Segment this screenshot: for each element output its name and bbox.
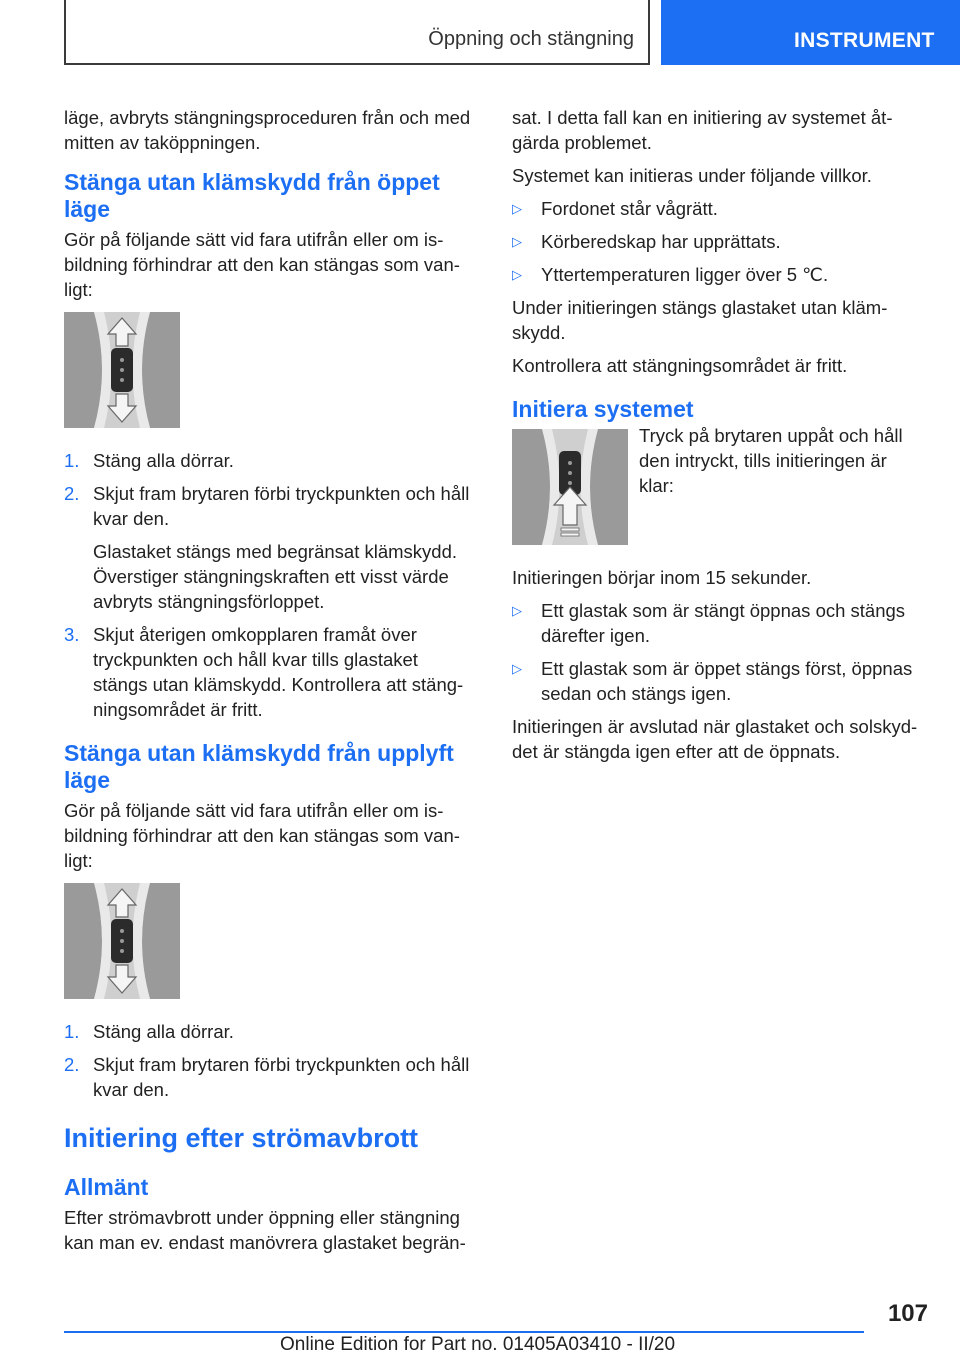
init-instruction-text: Tryck på brytaren uppåt och håll den intryckt, tills initieringen är klar: [639,425,903,496]
list-item [64,1052,476,1102]
section-text: Gör på följande sätt vid fara utifrån eller om isbildning förhindrar att den kan stängas som vanligt: [64,229,460,300]
page-number: 107 [887,1300,928,1327]
bullet-triangle-icon: ▷ [512,234,522,249]
list-item [512,598,924,648]
list-item [64,481,476,614]
list-item [64,448,476,473]
footer-divider [64,1331,864,1333]
switch-push-up-illustration [512,429,628,545]
section-title-init-system: Initiera systemet [512,396,694,422]
condition-text: Fordonet står vågrätt. [541,198,718,219]
step-text: Stäng alla dörrar. [93,1021,234,1042]
list-item [512,229,924,254]
section-title-open-position: Stänga utan klämskydd från öppet läge [64,169,440,222]
section-title-power-failure: Initiering efter strömavbrott [64,1123,419,1153]
init-results-list [512,598,924,706]
right-column [512,105,924,772]
list-item [512,196,924,221]
left-column [64,105,476,1263]
list-item [512,262,924,287]
condition-text: Yttertemperaturen ligger över 5 ℃. [541,264,829,285]
step-text: Stäng alla dörrar. [93,450,234,471]
header-section-title: Öppning och stängning [428,28,634,50]
init-start-text: Initieringen börjar inom 15 sekunder. [512,567,812,588]
steps-list-open-position [64,448,476,722]
list-item [64,1019,476,1044]
footer-edition: Online Edition for Part no. 01405A03410 - II/20 [280,1334,676,1355]
result-text: Ett glastak som är öppet stängs först, öppnas sedan och stängs igen. [541,658,913,704]
check-area-text: Kontrollera att stängningsområdet är fritt. [512,355,848,376]
header-chapter-title: INSTRUMENT [794,29,935,52]
step-number: 1. [64,450,80,471]
init-end-text: Initieringen är avslutad när glastaket och solskyddet är stängda igen efter att de öppnats. [512,716,918,762]
step-text: Skjut fram brytaren förbi tryckpunkten och håll kvar den. [93,1054,470,1100]
conditions-list [512,196,924,287]
switch-up-down-illustration [64,883,180,999]
step-number: 3. [64,624,80,645]
step-number: 1. [64,1021,80,1042]
continued-text: sat. I detta fall kan en initiering av systemet åtgärda problemet. [512,107,893,153]
subsection-title-general: Allmänt [64,1174,149,1200]
step-number: 2. [64,483,80,504]
bullet-triangle-icon: ▷ [512,267,522,282]
switch-up-down-illustration [64,312,180,428]
step-text: Skjut återigen omkopplaren framåt över tryckpunkten och håll kvar tills glastaket stängs utan klämskydd. Kontrollera att stängningsområdet är fritt. [93,624,464,720]
step-number: 2. [64,1054,80,1075]
intro-text: läge, avbryts stängningsproceduren från och med mitten av taköppningen. [64,107,471,153]
list-item [64,622,476,722]
section-text: Efter strömavbrott under öppning eller stängning kan man ev. endast manövrera glastaket begrän- [64,1207,466,1253]
section-title-raised-position: Stänga utan klämskydd från upplyft läge [64,740,454,793]
step-note: Glastaket stängs med begränsat klämskydd. Överstiger stängningskraften ett visst värde avbryts stängningsförloppet. [93,541,458,612]
result-text: Ett glastak som är stängt öppnas och stängs därefter igen. [541,600,906,646]
condition-text: Körberedskap har upprättats. [541,231,781,252]
during-init-text: Under initieringen stängs glastaket utan klämskydd. [512,297,888,343]
steps-list-raised-position [64,1019,476,1102]
bullet-triangle-icon: ▷ [512,201,522,216]
header-chapter-tab[interactable] [661,0,960,65]
bullet-triangle-icon: ▷ [512,661,522,676]
conditions-intro: Systemet kan initieras under följande villkor. [512,165,872,186]
header-section-tab [64,0,650,65]
step-text: Skjut fram brytaren förbi tryckpunkten och håll kvar den. [93,483,470,529]
init-instruction-row [512,425,924,545]
section-text: Gör på följande sätt vid fara utifrån eller om isbildning förhindrar att den kan stängas som vanligt: [64,800,460,871]
list-item [512,656,924,706]
bullet-triangle-icon: ▷ [512,603,522,618]
